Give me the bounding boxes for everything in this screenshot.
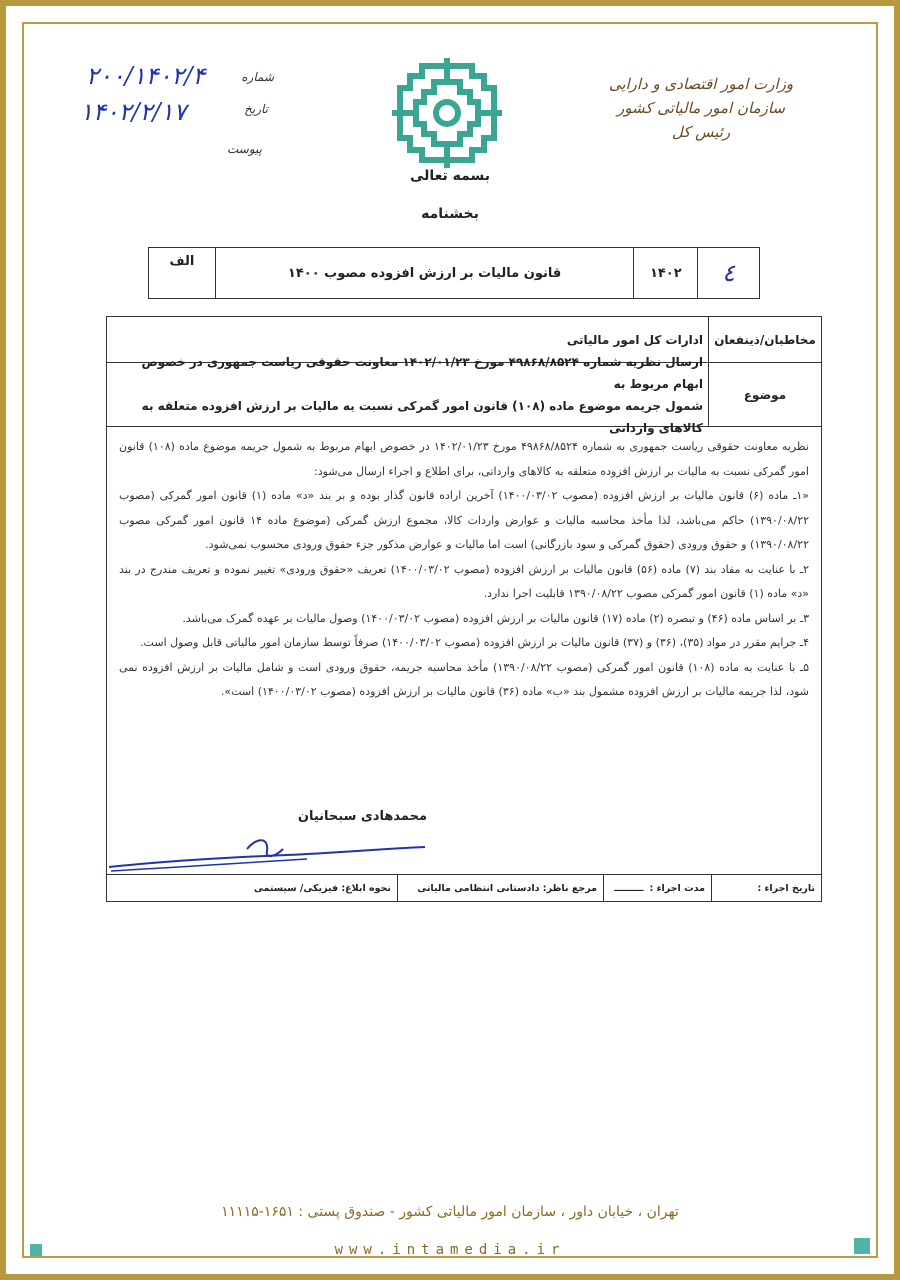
- subject-value: [113, 354, 703, 435]
- handwritten-signature: [107, 827, 427, 877]
- law-title: قانون مالیات بر ارزش افزوده مصوب ۱۴۰۰: [215, 248, 634, 298]
- body-paragraph-4: ۴ـ جرایم مقرر در مواد (۳۵)، (۳۶) و (۳۷) قانون مالیات بر ارزش افزوده (مصوب ۱۴۰۰/۰۳/۰۲) صرفاً توسط سازمان امور مالیاتی قابل وصول است.: [140, 636, 809, 649]
- supervisory-authority: مرجع ناظر: دادستانی انتظامی مالیاتی: [397, 875, 603, 901]
- signatory-name: محمدهادی سبحانیان: [297, 809, 427, 824]
- subject-line-2: شمول جریمه موضوع ماده (۱۰۸) قانون امور گمرکی نسبت به مالیات بر ارزش افزوده متعلقه به کالاهای وارداتی: [141, 398, 703, 435]
- invocation: بسمه تعالی: [409, 168, 491, 184]
- body-intro: نظریه معاونت حقوقی ریاست جمهوری به شماره ۴۹۸۶۸/۸۵۲۴ مورخ ۱۴۰۲/۰۱/۲۳ در خصوص ابهام مربوط به شمول جریمه موضوع ماده (۱۰۸) قانون امور گمرکی نسبت به مالیات بر ارزش افزوده متعلقه به کالاهای وارداتی، برای اطلاع و اجراء ارسال می‌شود:: [119, 440, 809, 478]
- notification-method: نحوه ابلاغ: فیزیکی/ سیستمی: [253, 882, 391, 894]
- date-handwritten: ۱۴۰۲/۲/۱۷: [80, 98, 187, 126]
- category-code: الف: [169, 254, 195, 269]
- execution-period-cell: [603, 875, 711, 901]
- date-label: تاریخ: [244, 102, 268, 116]
- body-paragraph-5: ۵ـ با عنایت به ماده (۱۰۸) قانون امور گمرکی (مصوب ۱۳۹۰/۰۸/۲۲) مأخذ محاسبه جریمه، حقوق ورودی است و شامل مالیات بر ارزش افزوده نمی شود، لذا جریمه مالیات بر ارزش افزوده مشمول بند «ب» ماده (۳۶) قانون مالیات بر ارزش افزوده (مصوب ۱۴۰۰/۰۳/۰۲) است».: [119, 660, 810, 698]
- tax-organization-logo: [392, 58, 502, 168]
- number-handwritten: ۲۰۰/۱۴۰۲/۴: [86, 62, 206, 90]
- subject-line-1: ارسال نظریه شماره ۴۹۸۶۸/۸۵۲۴ مورخ ۱۴۰۲/۰۱/۲۳ معاونت حقوقی ریاست جمهوری در خصوص ابهام مربوط به: [141, 354, 703, 391]
- postal-address: تهران ، خیابان داور ، سازمان امور مالیاتی کشور - صندوق پستی : ۱۶۵۱-۱۱۱۱۵: [221, 1204, 679, 1220]
- recipients-value: ادارات کل امور مالیاتی: [566, 332, 703, 347]
- body-paragraph-3: ۳ـ بر اساس ماده (۴۶) و تبصره (۲) ماده (۱۷) قانون مالیات بر ارزش افزوده (مصوب ۱۴۰۰/۰۳/۰۲) وصول مالیات بر عهده گمرک می‌باشد.: [182, 611, 809, 625]
- reference-box: [148, 247, 760, 299]
- subject-row: [107, 354, 821, 435]
- body-paragraph-1: «۱ـ ماده (۶) قانون مالیات بر ارزش افزوده (مصوب ۱۴۰۰/۰۳/۰۲) آخرین اراده قانون گذار بوده و بر بند «د» ماده (۱) قانون امور گمرکی (مصوب ۱۳۹۰/۰۸/۲۲) حاکم می‌باشد، لذا مأخذ محاسبه مالیات و عوارض واردات کالا، مجموع ارزش گمرکی (موضوع ماده ۱۴ قانون امور گمرکی مصوب ۱۳۹۰/۰۸/۲۲) و حقوق ورودی (حقوق گمرکی و سود بازرگانی) است اما مالیات و عوارض مذکور جزء حقوق ورودی محسوب نمی‌شود.: [119, 489, 810, 551]
- organization-name: سازمان امور مالیاتی کشور: [617, 99, 785, 117]
- execution-info-row: [107, 874, 821, 901]
- execution-period-dash: ـــــــــ: [614, 882, 644, 894]
- circular-year: ۱۴۰۲: [633, 248, 697, 298]
- recipients-label: مخاطبان/ذینفعان: [708, 317, 821, 362]
- corner-square-right: [854, 1238, 870, 1254]
- corner-square-left: [30, 1244, 42, 1256]
- website-link[interactable]: www.intamedia.ir: [334, 1242, 566, 1258]
- circular-table: [106, 316, 822, 902]
- subject-label: موضوع: [708, 363, 821, 426]
- execution-period: مدت اجراء :: [649, 882, 705, 894]
- ministry-header: [586, 72, 816, 144]
- attachment-label: پیوست: [227, 142, 262, 156]
- body-paragraph-2: ۲ـ با عنایت به مفاد بند (۷) ماده (۵۶) قانون مالیات بر ارزش افزوده (مصوب ۱۴۰۰/۰۳/۰۲) تعریف «حقوق ورودی» تغییر نموده و تعریف مندرج در بند «د» ماده (۱) قانون امور گمرکی مصوب ۱۳۹۰/۰۸/۲۲ قابلیت اجرا ندارد.: [119, 562, 810, 600]
- letter-meta: [80, 58, 280, 168]
- execution-date: تاریخ اجراء :: [711, 875, 821, 901]
- document-type: بخشنامه: [421, 206, 479, 222]
- circular-body: [119, 435, 809, 705]
- ministry-name: وزارت امور اقتصادی و دارایی: [608, 75, 794, 93]
- number-label: شماره: [241, 70, 274, 84]
- circular-number: ٤: [697, 248, 759, 298]
- position-title: رئیس کل: [671, 123, 731, 141]
